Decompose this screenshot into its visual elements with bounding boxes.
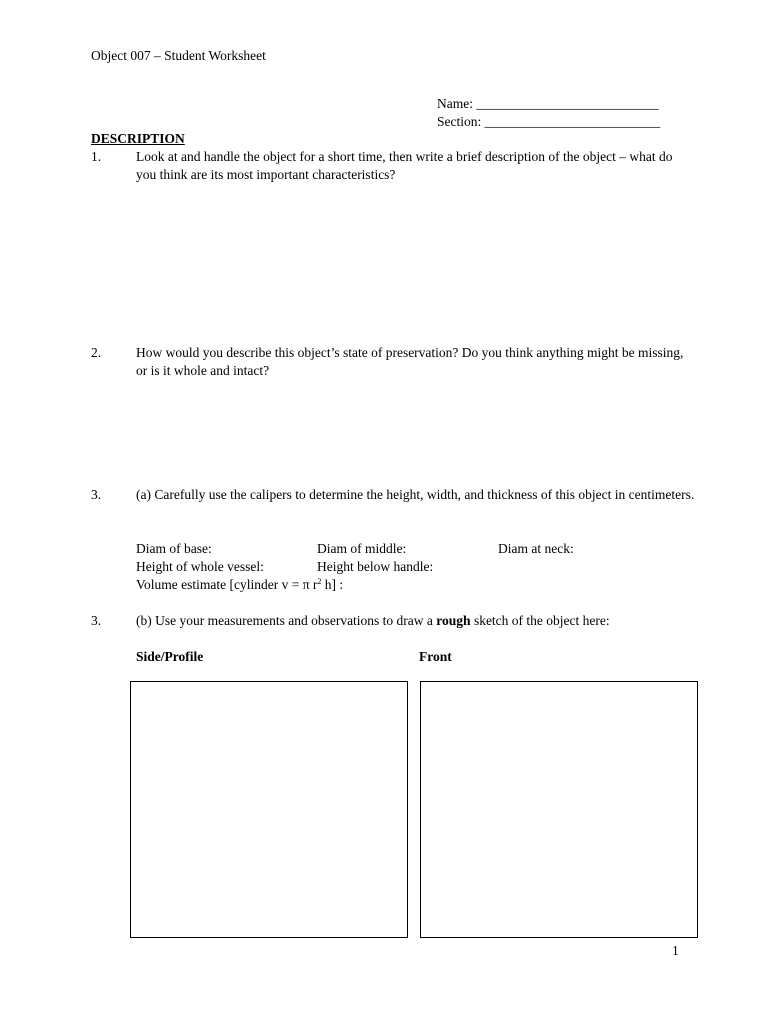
height-below-handle-label: Height below handle: xyxy=(317,559,434,574)
name-line xyxy=(437,95,659,113)
question-text: Look at and handle the object for a short time, then write a brief description of the object – what do you think are its most important characteristics? xyxy=(136,149,673,182)
name-label: Name: xyxy=(437,96,473,111)
volume-exponent: 2 xyxy=(317,577,322,586)
height-whole-label: Height of whole vessel: xyxy=(136,559,264,574)
question-number: 2. xyxy=(91,345,102,360)
side-profile-sketch-area[interactable] xyxy=(130,681,408,938)
front-label: Front xyxy=(419,649,452,664)
diam-base-label: Diam of base: xyxy=(136,541,212,556)
section-blank: __________________________ xyxy=(484,114,661,129)
question-text-before: (b) Use your measurements and observations to draw a xyxy=(136,613,437,628)
volume-suffix: h] : xyxy=(324,577,344,592)
question-text xyxy=(136,612,696,630)
question-number: 3. xyxy=(91,487,102,502)
section-line xyxy=(437,113,660,131)
diam-middle-label: Diam of middle: xyxy=(317,541,407,556)
volume-prefix: Volume estimate [cylinder v = π r xyxy=(136,577,318,592)
question-text-after: sketch of the object here: xyxy=(470,613,610,628)
section-label: Section: xyxy=(437,114,482,129)
question-text: How would you describe this object’s state of preservation? Do you think anything might be missing, or is it whole and intact? xyxy=(136,345,684,378)
question-number: 1. xyxy=(91,149,102,164)
question-number: 3. xyxy=(91,613,102,628)
question-text: (a) Carefully use the calipers to determine the height, width, and thickness of this object in centimeters. xyxy=(136,487,695,502)
diam-neck-label: Diam at neck: xyxy=(498,541,574,556)
name-blank: ___________________________ xyxy=(476,96,659,111)
side-profile-label: Side/Profile xyxy=(136,649,204,664)
section-heading: DESCRIPTION xyxy=(91,131,185,146)
front-sketch-area[interactable] xyxy=(420,681,698,938)
worksheet-title: Object 007 – Student Worksheet xyxy=(91,48,266,63)
question-emphasis: rough xyxy=(436,613,471,628)
page-number: 1 xyxy=(672,943,679,958)
volume-estimate-label xyxy=(136,576,343,594)
